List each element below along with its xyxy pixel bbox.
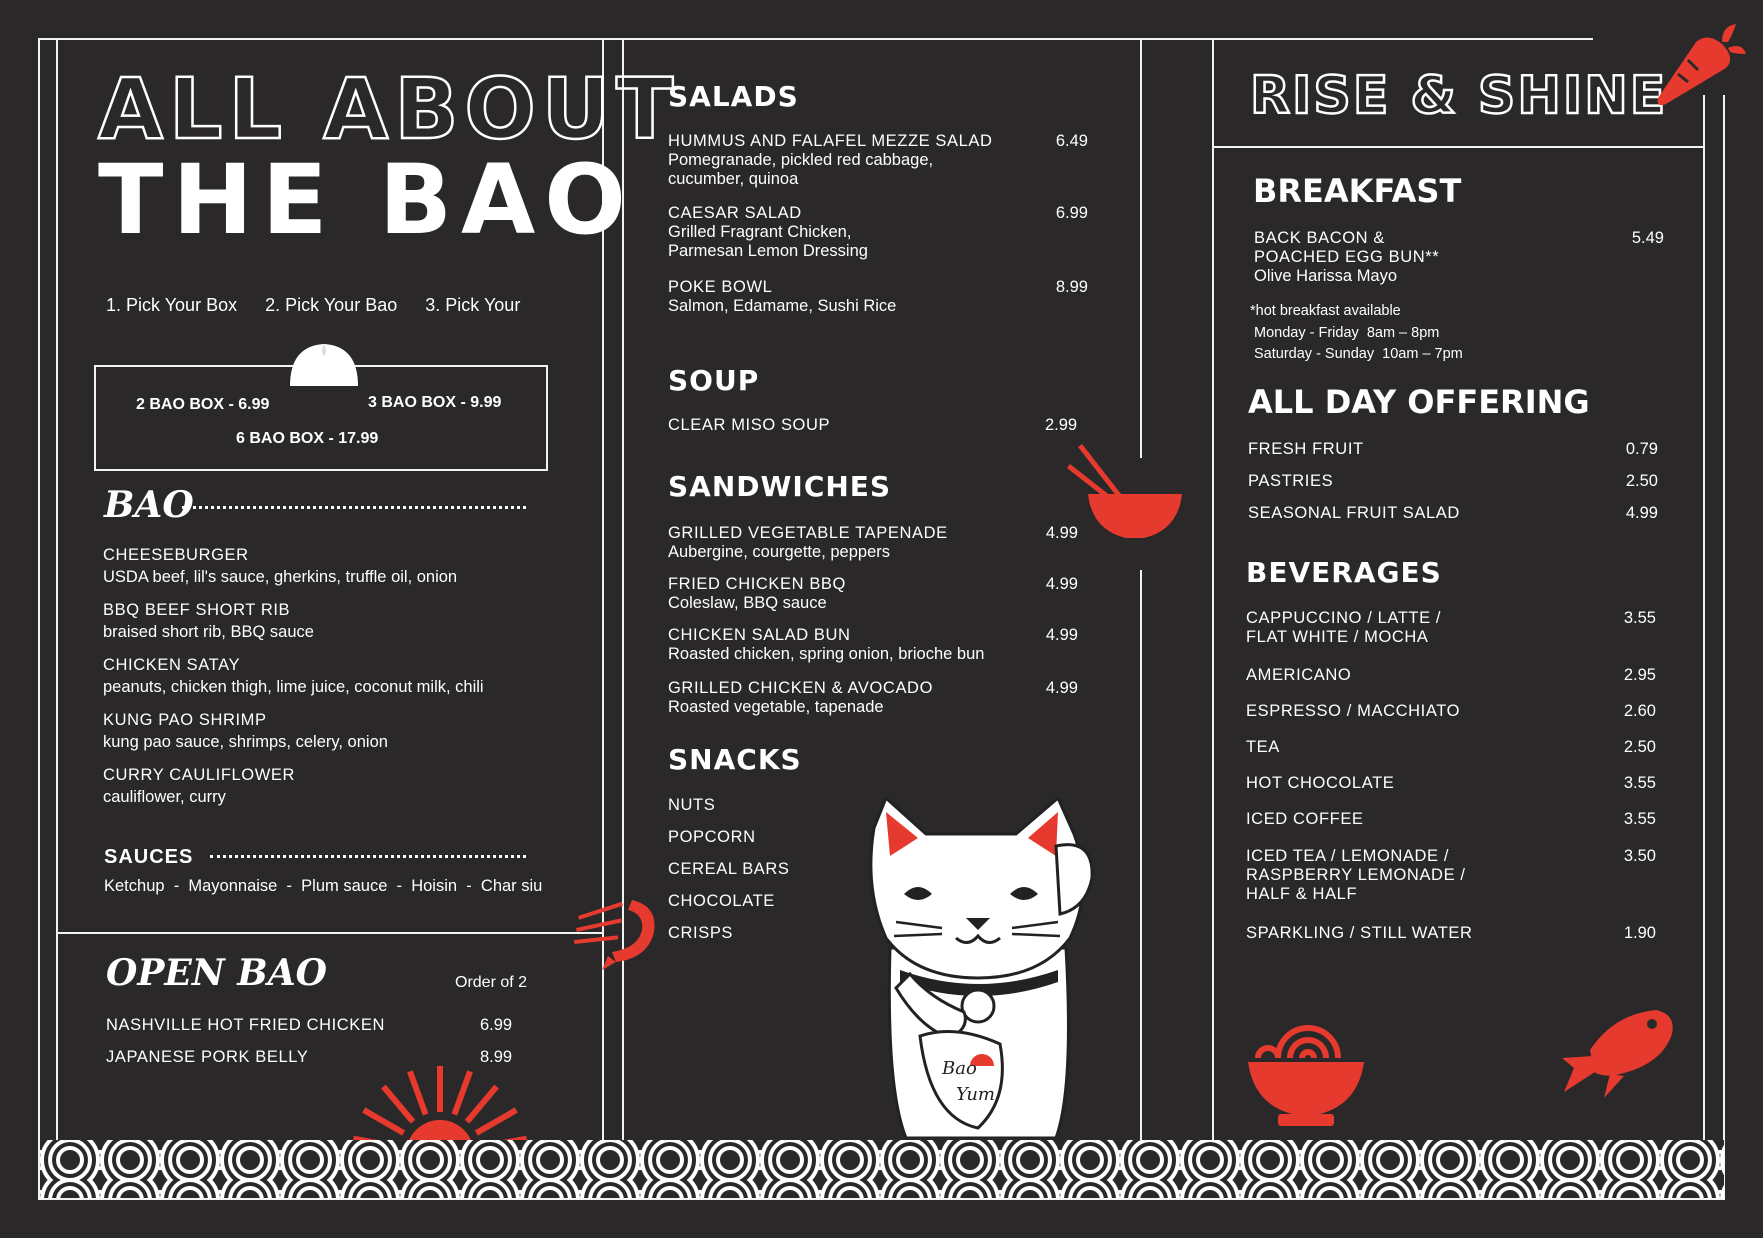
menu-item-price: 4.99	[1625, 504, 1658, 522]
breakfast-note-2: Monday - Friday 8am – 8pm	[1254, 325, 1440, 341]
bao-divider	[182, 506, 526, 509]
rise-shine-title: RISE & SHINE	[1250, 66, 1668, 126]
open-bao-item-1-price: 6.99	[480, 1016, 513, 1034]
menu-item-price: 2.95	[1623, 666, 1656, 684]
menu-item-price: 8.99	[1055, 278, 1088, 296]
soup-item-name: CLEAR MISO SOUP	[668, 416, 831, 434]
box-3-price: 3 BAO BOX - 9.99	[368, 394, 502, 411]
title-line-2: THE BAO	[98, 144, 635, 256]
menu-item-price: 4.99	[1045, 524, 1078, 542]
menu-item-name: HOT CHOCOLATE	[1246, 774, 1395, 792]
menu-item-name: RASPBERRY LEMONADE /	[1246, 866, 1466, 884]
menu-item-name: ICED TEA / LEMONADE /	[1246, 847, 1450, 865]
list-item	[1246, 924, 1656, 954]
list-item: POPCORN	[668, 828, 756, 846]
beverages-heading: BEVERAGES	[1246, 556, 1442, 589]
steps	[106, 295, 576, 316]
soup-item-price: 2.99	[1045, 416, 1078, 434]
menu-item-name: ESPRESSO / MACCHIATO	[1246, 702, 1461, 720]
menu-item-name: CAESAR SALAD	[668, 204, 802, 222]
bao-bun-icon	[286, 338, 362, 390]
list-item: CEREAL BARS	[668, 860, 790, 878]
menu-item-name: ICED COFFEE	[1246, 810, 1364, 828]
menu-item-price: 6.49	[1055, 132, 1088, 150]
list-item	[103, 546, 593, 601]
list-item	[1248, 440, 1658, 472]
menu-item-name: GRILLED VEGETABLE TAPENADE	[668, 524, 948, 542]
beverages-list	[1246, 609, 1656, 954]
fish-icon	[1560, 1008, 1674, 1100]
list-item	[668, 575, 1078, 626]
list-item	[1248, 504, 1658, 536]
menu-item-price: 6.99	[1055, 204, 1088, 222]
cat-bib-line-1: Bao	[942, 1058, 977, 1079]
wave-pattern-icon	[40, 1140, 1724, 1198]
list-item	[1246, 702, 1656, 738]
list-item	[668, 204, 1088, 278]
menu-item-name: BBQ BEEF SHORT RIB	[103, 601, 291, 619]
list-item	[103, 766, 593, 821]
menu-item-name: PASTRIES	[1248, 472, 1334, 490]
menu-item-name: CHICKEN SATAY	[103, 656, 241, 674]
step-3: 3. Pick Your	[425, 295, 521, 315]
menu-item-desc: Grilled Fragrant Chicken,	[668, 223, 852, 241]
sandwiches-heading: SANDWICHES	[668, 470, 892, 503]
menu-item-price: 2.50	[1623, 738, 1656, 756]
menu-item-name: FLAT WHITE / MOCHA	[1246, 628, 1429, 646]
sauces-list: Ketchup - Mayonnaise - Plum sauce - Hoisin - Char siu	[104, 877, 543, 895]
breakfast-item-line-3: Olive Harissa Mayo	[1254, 267, 1398, 285]
breakfast-item-line-1: BACK BACON &	[1254, 229, 1385, 247]
salads-list	[668, 132, 1088, 328]
breakfast-note-1: *hot breakfast available	[1250, 303, 1401, 319]
box-6-price: 6 BAO BOX - 17.99	[236, 430, 379, 447]
list-item	[103, 601, 593, 656]
menu-item-price: 2.60	[1623, 702, 1656, 720]
list-item	[1246, 810, 1656, 847]
snacks-list	[668, 796, 790, 956]
menu-item-name: KUNG PAO SHRIMP	[103, 711, 267, 729]
salads-heading: SALADS	[668, 80, 799, 113]
menu-item-name: HALF & HALF	[1246, 885, 1358, 903]
menu-item-desc: cucumber, quinoa	[668, 170, 799, 188]
menu-item-price: 3.55	[1623, 774, 1656, 792]
breakfast-item	[1254, 229, 1664, 286]
open-bao-item-2-price: 8.99	[480, 1048, 513, 1066]
step-1: 1. Pick Your Box	[106, 295, 238, 315]
list-item	[103, 711, 593, 766]
list-item: CRISPS	[668, 924, 734, 942]
list-item	[1248, 472, 1658, 504]
step-2: 2. Pick Your Bao	[265, 295, 398, 315]
list-item	[668, 278, 1088, 328]
list-item	[1246, 609, 1656, 666]
menu-item-desc: cauliflower, curry	[103, 788, 226, 806]
menu-item-name: CURRY CAULIFLOWER	[103, 766, 296, 784]
menu-item-price: 3.55	[1623, 609, 1656, 627]
menu-item-name: TEA	[1246, 738, 1280, 756]
menu-item-price: 4.99	[1045, 626, 1078, 644]
all-day-list	[1248, 440, 1658, 536]
menu-item-name: HUMMUS AND FALAFEL MEZZE SALAD	[668, 132, 993, 150]
menu-item-desc: kung pao sauce, shrimps, celery, onion	[103, 733, 388, 751]
shrimp-icon	[572, 892, 662, 972]
menu-item-desc: USDA beef, lil's sauce, gherkins, truffle oil, onion	[103, 568, 458, 586]
menu-item-name: CAPPUCCINO / LATTE /	[1246, 609, 1442, 627]
menu-item-desc: Parmesan Lemon Dressing	[668, 242, 868, 260]
carrot-icon	[1652, 24, 1746, 110]
title-line-1: ALL ABOUT	[98, 60, 680, 158]
menu-item-desc: Roasted chicken, spring onion, brioche bun	[668, 645, 985, 663]
soup-heading: SOUP	[668, 364, 760, 397]
snacks-heading: SNACKS	[668, 743, 802, 776]
list-item	[103, 656, 593, 711]
chopsticks-bowl-icon	[1066, 438, 1184, 544]
sandwiches-list	[668, 524, 1078, 729]
menu-item-name: SEASONAL FRUIT SALAD	[1248, 504, 1460, 522]
list-item	[668, 132, 1088, 204]
cat-bib-line-2: Yum	[956, 1084, 995, 1105]
list-item	[1246, 847, 1656, 924]
box-2-price: 2 BAO BOX - 6.99	[136, 396, 270, 413]
menu-item-desc: Roasted vegetable, tapenade	[668, 698, 884, 716]
open-bao-item-2-name: JAPANESE PORK BELLY	[106, 1048, 309, 1066]
breakfast-item-line-2: POACHED EGG BUN**	[1254, 248, 1440, 266]
open-bao-item-1-name: NASHVILLE HOT FRIED CHICKEN	[106, 1016, 386, 1034]
menu-item-desc: Coleslaw, BBQ sauce	[668, 594, 827, 612]
menu-item-desc: Pomegranade, pickled red cabbage,	[668, 151, 934, 169]
breakfast-price: 5.49	[1631, 229, 1664, 247]
menu-item-name: SPARKLING / STILL WATER	[1246, 924, 1473, 942]
menu-item-price: 1.90	[1623, 924, 1656, 942]
menu-item-desc: Aubergine, courgette, peppers	[668, 543, 890, 561]
list-item: NUTS	[668, 796, 716, 814]
menu-item-price: 4.99	[1045, 679, 1078, 697]
bao-heading: BAO	[104, 484, 194, 526]
menu-item-price: 3.55	[1623, 810, 1656, 828]
open-bao-note: Order of 2	[455, 974, 528, 991]
breakfast-note-3: Saturday - Sunday 10am – 7pm	[1254, 346, 1463, 362]
sauces-divider	[210, 855, 526, 858]
menu-item-name: POKE BOWL	[668, 278, 773, 296]
menu-item-price: 0.79	[1625, 440, 1658, 458]
menu-item-name: AMERICANO	[1246, 666, 1352, 684]
lucky-cat-icon	[860, 798, 1100, 1138]
menu-item-price: 3.50	[1623, 847, 1656, 865]
open-bao-heading: OPEN BAO	[106, 952, 328, 994]
menu-item-name: FRIED CHICKEN BBQ	[668, 575, 846, 593]
sauces-heading: SAUCES	[104, 846, 194, 868]
menu-item-desc: Salmon, Edamame, Sushi Rice	[668, 297, 897, 315]
list-item	[668, 626, 1078, 679]
list-item	[668, 524, 1078, 575]
menu-item-desc: braised short rib, BBQ sauce	[103, 623, 314, 641]
menu-item-name: CHICKEN SALAD BUN	[668, 626, 851, 644]
list-item	[1246, 738, 1656, 774]
bao-list	[103, 546, 593, 821]
menu-item-name: GRILLED CHICKEN & AVOCADO	[668, 679, 934, 697]
breakfast-heading: BREAKFAST	[1253, 172, 1462, 210]
menu-item-name: CHEESEBURGER	[103, 546, 249, 564]
menu-item-desc: peanuts, chicken thigh, lime juice, coconut milk, chili	[103, 678, 484, 696]
noodle-bowl-icon	[1244, 1004, 1368, 1130]
list-item: CHOCOLATE	[668, 892, 775, 910]
menu-item-price: 4.99	[1045, 575, 1078, 593]
all-day-heading: ALL DAY OFFERING	[1248, 383, 1590, 421]
list-item	[1246, 774, 1656, 810]
menu-item-price: 2.50	[1625, 472, 1658, 490]
list-item	[1246, 666, 1656, 702]
menu-item-name: FRESH FRUIT	[1248, 440, 1364, 458]
list-item	[668, 679, 1078, 729]
